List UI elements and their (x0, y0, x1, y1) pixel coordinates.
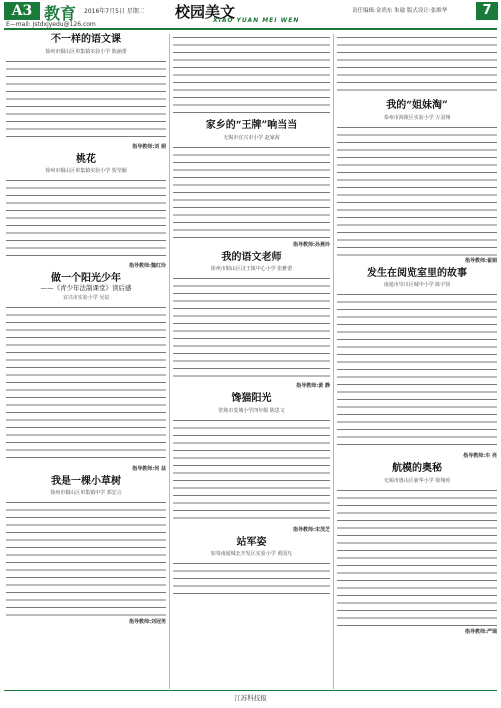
article-title: 做一个阳光少年 (51, 273, 121, 284)
article-author: 常熟市莫城小学四年级 陈思文 (218, 407, 285, 414)
masthead-title: 教育 (44, 4, 77, 23)
article (173, 120, 330, 248)
article-title: 站军姿 (236, 536, 267, 548)
column-3 (337, 34, 497, 639)
article-tutor: 指导教师:孙燕玲 (292, 241, 330, 248)
article-title: 我的“姐妹淘” (386, 100, 448, 111)
article-title: 我是一棵小草树 (51, 475, 121, 487)
article-tutor: 指导教师:魏红玲 (128, 263, 166, 269)
article-body (173, 560, 330, 598)
article-body (337, 291, 497, 451)
article-title: 发生在阅览室里的故事 (367, 267, 467, 279)
article-tutor: 指导教师:车 亮 (463, 453, 497, 459)
email: E—mail: jstdxjyedu@126.com (6, 21, 96, 28)
article (337, 100, 497, 264)
article-body-continued (173, 34, 330, 116)
issue-date: 2016年7月5日 星期二 (84, 8, 145, 15)
article-title: 我的语文老师 (221, 251, 282, 263)
article-body-continued (337, 34, 497, 96)
article-author: 泰州市海陵区实验小学 万羽翔 (383, 114, 451, 121)
article-body (6, 304, 166, 464)
article-body (6, 499, 166, 617)
article-tutor: 指导教师:翟娟 (464, 257, 497, 264)
article-author: 宜兴市实验小学 吴辰 (62, 294, 110, 301)
bottom-rule (4, 690, 497, 691)
article-author: 南通市崇川区城中小学 陈宇钧 (383, 282, 451, 288)
article-author: 无锡市宜兴市小学 赵家茜 (223, 134, 280, 141)
article-tutor: 指导教师:刘 娟 (132, 143, 166, 150)
article-body (337, 487, 497, 627)
page-number: 7 (476, 2, 498, 20)
column-divider (333, 34, 334, 689)
article-tutor: 指导教师:黄 静 (296, 383, 330, 389)
article-subtitle: ——《青少年法制课堂》读后感 (40, 283, 132, 292)
article-author: 徐州市铜山区单集镇中学 郭宏言 (50, 490, 122, 497)
article-tutor: 指导教师:何 益 (132, 465, 166, 472)
article-title: 不一样的语文课 (51, 34, 121, 45)
top-rule (4, 28, 497, 30)
article-body (173, 144, 330, 240)
editor-line: 责任编辑:金尚东 朱瑜 版式设计:张维华 (352, 8, 448, 14)
article-body (173, 275, 330, 381)
article-title: 航模的奥秘 (392, 463, 442, 474)
article-body (6, 177, 166, 261)
article-author: 徐州市铜山区单集镇实验小学 贺莹颖 (45, 168, 127, 174)
article-body (173, 417, 330, 525)
article (6, 34, 166, 150)
article-author: 徐州市铜山区汉王镇中心小学 张雅蕾 (210, 266, 293, 272)
footer-title: 江苏科技报 (234, 694, 267, 702)
article (173, 393, 330, 533)
article (6, 476, 166, 626)
article-tutor: 指导教师:严瑞 (464, 628, 497, 635)
article-title: 家乡的“王牌”响当当 (205, 120, 298, 131)
section-badge: A3 (4, 2, 40, 20)
column-divider (169, 34, 170, 689)
column-1 (6, 34, 166, 629)
article-author: 无锡市惠山区新华小学 徐翔涛 (383, 477, 451, 484)
article-tutor: 指导教师:刘冠男 (128, 619, 166, 626)
article-title: 馋猫阳光 (231, 393, 272, 404)
article (337, 463, 497, 635)
article (337, 268, 497, 460)
section-title: 校园美文 (175, 3, 236, 21)
article-body (6, 58, 166, 142)
article-tutor: 指导教师:宋茂芝 (292, 526, 330, 533)
article (6, 273, 166, 472)
article (173, 252, 330, 390)
article (6, 154, 166, 270)
section-pinyin: XIAO YUAN MEI WEN (213, 17, 300, 24)
article-body (337, 124, 497, 256)
article-title: 桃花 (76, 153, 96, 165)
article-author: 徐州市铜山区单集镇实验小学 陈涵蕾 (45, 48, 127, 55)
column-2 (173, 34, 330, 602)
article-author: 如皋南通城北开发区实验小学 黄国凡 (210, 551, 293, 557)
article (173, 537, 330, 599)
